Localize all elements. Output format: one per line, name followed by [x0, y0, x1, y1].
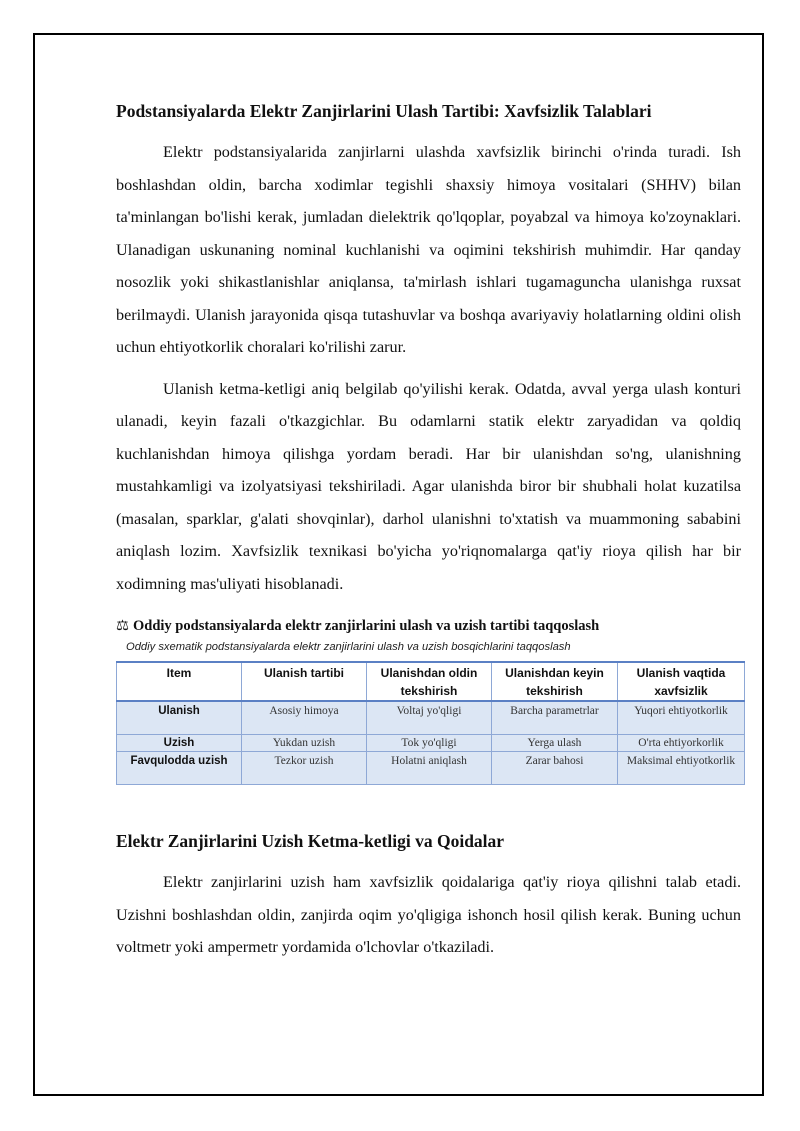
- table-cell: Favqulodda uzish: [117, 752, 242, 785]
- table-cell: O'rta ehtiyorkorlik: [618, 735, 745, 752]
- table-cell: Tezkor uzish: [242, 752, 367, 785]
- comparison-table: [116, 661, 745, 785]
- section2-heading: Elektr Zanjirlarini Uzish Ketma-ketligi va Qoidalar: [116, 831, 505, 851]
- table-cell: Zarar bahosi: [492, 752, 618, 785]
- section1-paragraph-1: Elektr podstansiyalarida zanjirlarni ulashda xavfsizlik birinchi o'rinda turadi. Ish boshlashdan oldin, barcha xodimlar tegishli shaxsiy himoya vositalari (SHHV) bilan ta'minlangan bo'lishi kerak, jumladan dielektrik qo'lqoplar, poyabzal va himoya ko'zoynaklari. Ulanadigan uskunaning nominal kuchlanishi va oqimini tekshirish muhimdir. Har qanday nosozlik yoki shikastlanishlar aniqlansa, ta'mirlash ishlari tugamaguncha ulanishga ruxsat berilmaydi. Ulanish jarayonida qisqa tutashuvlar va boshqa avariyaviy holatlarning oldini olish uchun ehtiyotkorlik choralari ko'rilishi zarur.: [116, 143, 741, 356]
- table-cell: Yukdan uzish: [242, 735, 367, 752]
- table-cell: Holatni aniqlash: [367, 752, 492, 785]
- table-cell: Yuqori ehtiyotkorlik: [618, 701, 745, 735]
- section2-paragraph-1: Elektr zanjirlarini uzish ham xavfsizlik qoidalariga qat'iy rioya qilishni talab etadi. Uzishni boshlashdan oldin, zanjirda oqim yo'qligiga ishonch hosil qilish kerak. Buning uchun voltmetr yoki ampermetr yordamida o'lchovlar o'tkaziladi.: [116, 873, 741, 956]
- table-row: [117, 735, 745, 752]
- scale-icon: ⚖: [116, 618, 129, 634]
- table-cell: Maksimal ehtiyotkorlik: [618, 752, 745, 785]
- table-cell: Voltaj yo'qligi: [367, 701, 492, 735]
- table-cell: Asosiy himoya: [242, 701, 367, 735]
- table-title: [116, 616, 741, 636]
- table-header-row: [117, 662, 745, 701]
- document-body: [116, 98, 741, 964]
- table-cell: Uzish: [117, 735, 242, 752]
- table-cell: Ulanish: [117, 701, 242, 735]
- table-row: [117, 701, 745, 735]
- section1-paragraph-2: Ulanish ketma-ketligi aniq belgilab qo'yilishi kerak. Odatda, avval yerga ulash konturi ulanadi, keyin fazali o'tkazgichlar. Bu odamlarni statik elektr zaryadidan va qoldiq kuchlanishdan himoya qilishga yordam beradi. Har bir ulanishdan so'ng, ulanishning mustahkamligi va izolyatsiyasi tekshiriladi. Agar ulanishda biror bir shubhali holat kuzatilsa (masalan, sparklar, g'alati shovqinlar), darhol ulanishni to'xtatish va muammoning sababini aniqlash lozim. Xavfsizlik texnikasi bo'yicha yo'riqnomalarga qat'iy rioya qilish har bir xodimning mas'uliyati hisoblanadi.: [116, 379, 741, 593]
- header-keyin-tekshirish: Ulanishdan keyin tekshirish: [492, 662, 618, 701]
- table-cell: Yerga ulash: [492, 735, 618, 752]
- table-title-text: Oddiy podstansiyalarda elektr zanjirlarini ulash va uzish tartibi taqqoslash: [133, 618, 600, 634]
- table-cell: Tok yo'qligi: [367, 735, 492, 752]
- header-item: Item: [117, 662, 242, 701]
- table-row: [117, 752, 745, 785]
- table-caption: Oddiy sxematik podstansiyalarda elektr zanjirlarini ulash va uzish bosqichlarini taqqoslash: [126, 641, 571, 653]
- section1-heading: Podstansiyalarda Elektr Zanjirlarini Ulash Tartibi: Xavfsizlik Talablari: [116, 101, 652, 121]
- header-oldin-tekshirish: Ulanishdan oldin tekshirish: [367, 662, 492, 701]
- header-xavfsizlik: Ulanish vaqtida xavfsizlik: [618, 662, 745, 701]
- header-ulanish-tartibi: Ulanish tartibi: [242, 662, 367, 701]
- table-cell: Barcha parametrlar: [492, 701, 618, 735]
